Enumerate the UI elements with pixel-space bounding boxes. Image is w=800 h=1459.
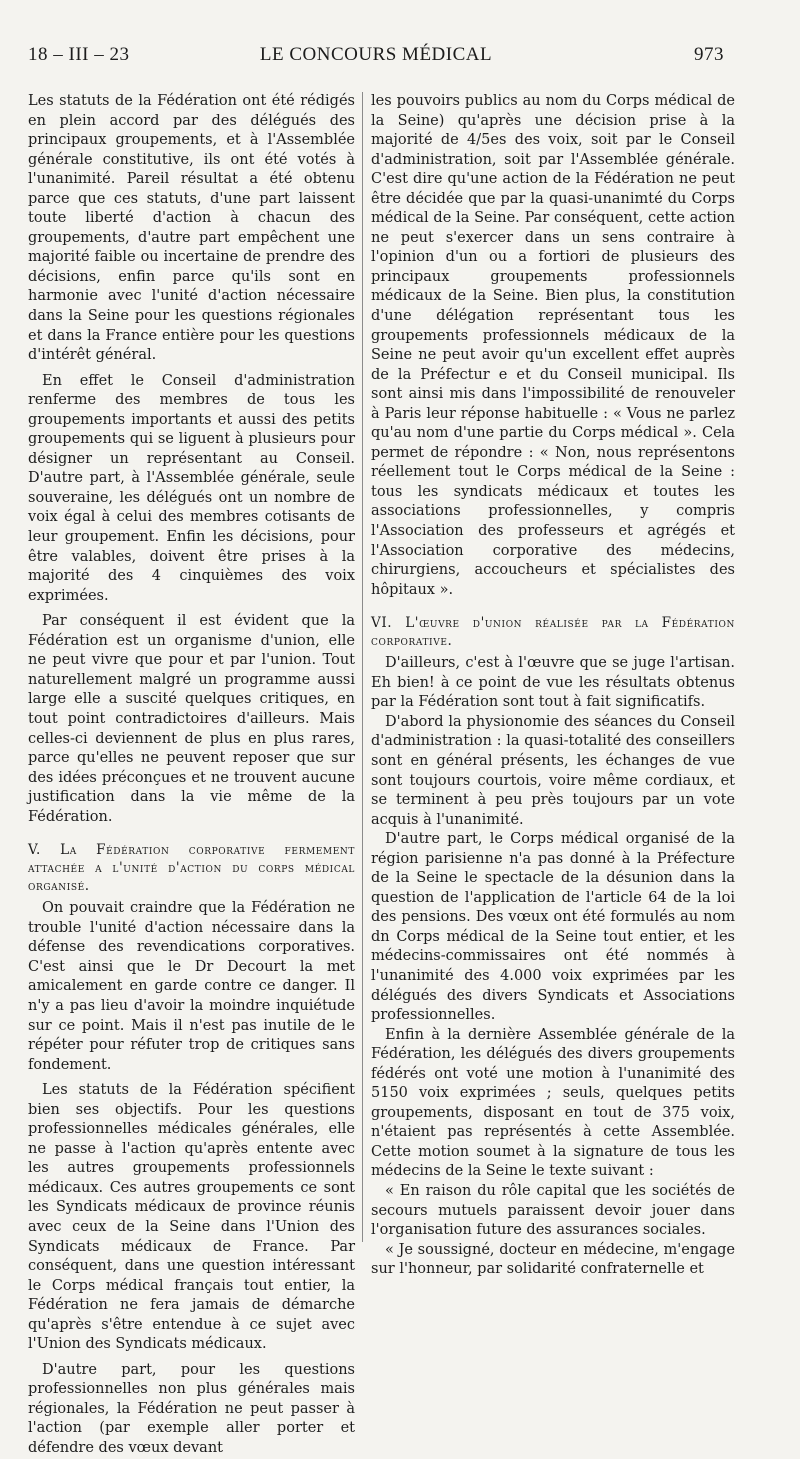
paragraph: Enfin à la dernière Assemblée générale de la Fédération, les délégués des divers groupements fédérés ont voté une motion à l'unanimité des 5150 voix exprimées ; seuls, quelques petits groupements, disposant en tout de 375 voix, n'étaient pas représentés à cette Assemblée. Cette motion soumet à la signature de tous les médecins de la Seine le texte suivant : [371,1026,735,1180]
issue-date: 18 – III – 23 [28,44,130,65]
paragraph: les pouvoirs publics au nom du Corps médical de la Seine) qu'après une décision prise à la majorité de 4/5es des voix, soit par le Conseil d'administration, soit par l'Assemblée générale. C'est dire qu'une action de la Fédération ne peut être décidée que par la quasi-unanimté du Corps médical de la Seine. Par conséquent, cette action ne peut s'exercer dans un sens contraire à l'opinion d'un ou a fortiori de plusieurs des principaux groupements professionnels médicaux de la Seine. Bien plus, la constitution d'une délégation représentant tous les groupements professionnels médicaux de la Seine ne peut avoir qu'un excellent effet auprès de la Préfectur e et du Conseil municipal. Ils sont ainsi mis dans l'impossibilité de renouveler à Paris leur réponse habituelle : « Vous ne parlez qu'au nom d'une partie du Corps médical ». Cela permet de répondre : « Non, nous représentons réellement tout le Corps médical de la Seine : tous les syndicats médicaux et toutes les associations professionnelles, y compris l'Association des professeurs et agrégés et l'Association corporative des médecins, chirurgiens, accoucheurs et spécialistes des hôpitaux ». [371,93,735,598]
paragraph: Les statuts de la Fédération ont été rédigés en plein accord par des délégués des principaux groupements, et à l'Assemblée générale constitutive, ils ont été votés à l'unanimité. Pareil résultat a été obtenu parce que ces statuts, d'une part laissent toute liberté d'action à chacun des groupements, d'autre part empêchent une majorité faible ou incertaine de prendre des décisions, enfin parce qu'ils sont en harmonie avec l'unité d'action nécessaire dans la Seine pour les questions régionales et dans la France entière pour les questions d'intérêt général. [28,93,355,364]
paragraph: « En raison du rôle capital que les sociétés de secours mutuels paraissent devoir jouer dans l'organisation future des assurances sociales. [371,1182,735,1239]
paragraph: En effet le Conseil d'administration renferme des membres de tous les groupements importants et aussi des petits groupements qui se liguent à plusieurs pour désigner un représentant au Conseil. D'autre part, à l'Assemblée générale, seule souveraine, les délégués ont un nombre de voix égal à celui des membres cotisants de leur groupement. Enfin les décisions, pour être valables, doivent être prises à la majorité des 4 cinquièmes des voix exprimées. [28,372,355,604]
paragraph: « Je soussigné, docteur en médecine, m'engage sur l'honneur, par solidarité confraternelle et [371,1241,735,1278]
paragraph: D'autre part, pour les questions professionnelles non plus générales mais régionales, la Fédération ne peut passer à l'action (par exemple aller porter et défendre des vœux devant [28,1361,355,1456]
journal-title: LE CONCOURS MÉDICAL [259,44,493,65]
right-column [371,92,735,1280]
paragraph: On pouvait craindre que la Fédération ne trouble l'unité d'action nécessaire dans la défense des revendications corporatives. C'est ainsi que le Dr Decourt la met amicalement en garde contre ce danger. Il n'y a pas lieu d'avoir la moindre inquiétude sur ce point. Mais il n'est pas inutile de le répéter pour réfuter trop de critiques sans fondement. [28,900,355,1073]
page-number: 973 [694,44,724,65]
paragraph: Par conséquent il est évident que la Fédération est un organisme d'union, elle ne peut vivre que pour et par l'union. Tout naturellement malgré un programme aussi large elle a suscité quelques critiques, en tout point contradictoires d'ailleurs. Mais celles-ci deviennent de plus en plus rares, parce qu'elles ne peuvent reposer que sur des idées préconçues et ne trouvent aucune justification dans la vie même de la Fédération. [28,613,355,825]
paragraph: D'ailleurs, c'est à l'œuvre que se juge l'artisan. Eh bien! à ce point de vue les résultats obtenus par la Fédération sont tout à fait significatifs. [371,655,735,711]
section-heading-v: V. La Fédération corporative fermement attachée a l'unité d'action du corps médical organisé. [28,842,355,895]
paragraph: D'autre part, le Corps médical organisé de la région parisienne n'a pas donné à la Préfecture de la Seine le spectacle de la désunion dans la question de l'application de l'article 64 de la loi des pensions. Des vœux ont été formulés au nom dn Corps médical de la Seine tout entier, et les médecins-commissaires ont été nommés à l'unanimité des 4.000 voix exprimées par les délégués des divers Syndicats et Associations professionnelles. [371,831,735,1024]
column-divider [362,92,363,1242]
left-column [28,92,355,1459]
paragraph: Les statuts de la Fédération spécifient bien ses objectifs. Pour les questions professionnelles médicales générales, elle ne passe à l'action qu'après entente avec les autres groupements professionnels médicaux. Ces autres groupements ce sont les Syndicats médicaux de province réunis avec ceux de la Seine dans l'Union des Syndicats médicaux de France. Par conséquent, dans une question intéressant le Corps médical français tout entier, la Fédération ne fera jamais de démarche qu'après s'être entendue à ce sujet avec l'Union des Syndicats médicaux. [28,1082,355,1353]
page-header [28,44,724,68]
paragraph: D'abord la physionomie des séances du Conseil d'administration : la quasi-totalité des conseillers sont en général présents, les échanges de vue sont toujours courtois, voire même cordiaux, et se terminent à peu près toujours par un vote acquis à l'unanimité. [371,713,735,828]
section-heading-vi: VI. L'œuvre d'union réalisée par la Fédération corporative. [371,615,735,650]
